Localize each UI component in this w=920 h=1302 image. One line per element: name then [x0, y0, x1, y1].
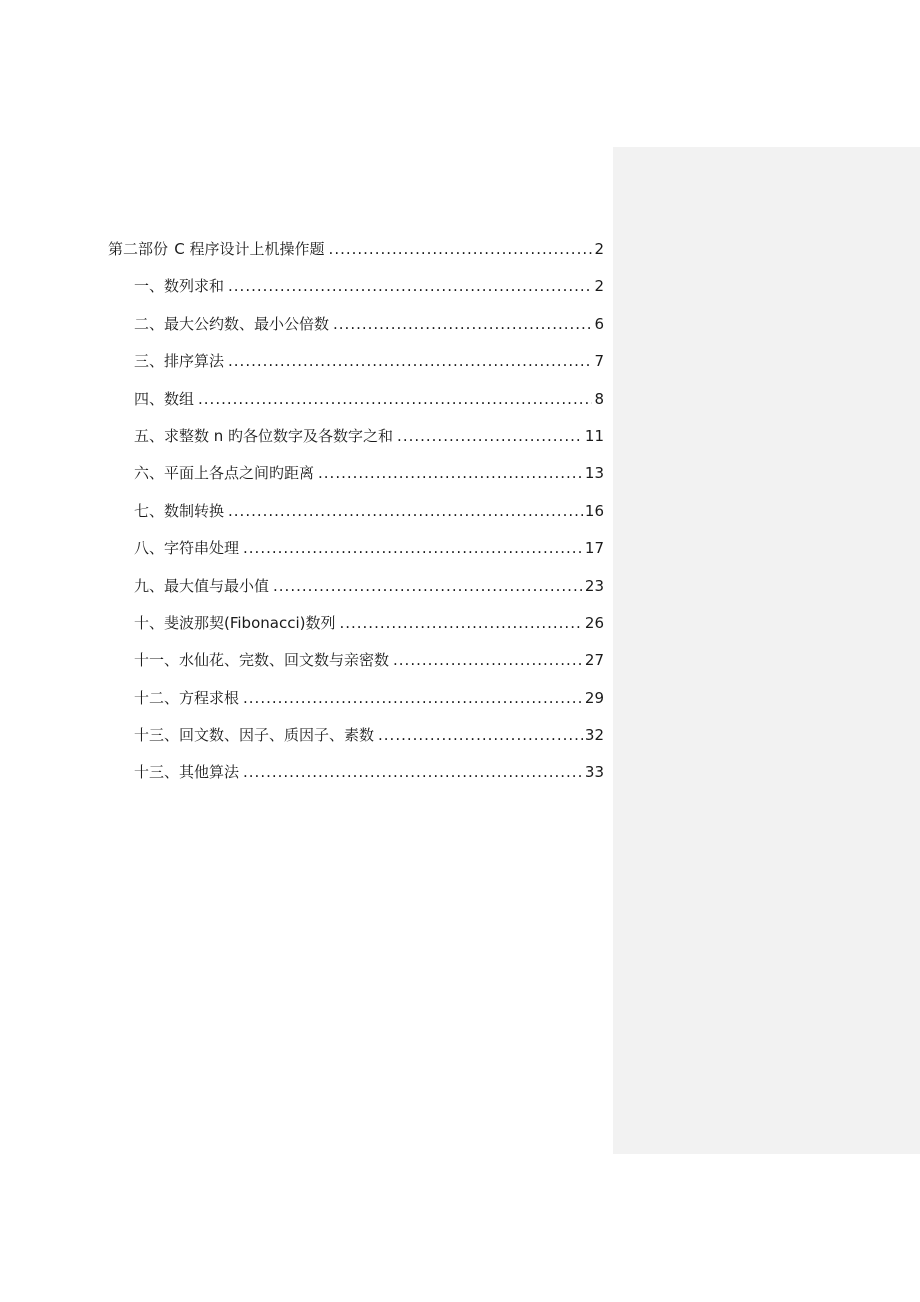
toc-page-number: 16: [584, 501, 604, 520]
toc-entry[interactable]: [108, 612, 604, 649]
toc-page-number: 33: [584, 763, 604, 782]
toc-leader: [318, 464, 583, 482]
toc-entry[interactable]: [108, 350, 604, 387]
toc-entry[interactable]: [108, 761, 604, 798]
toc-leader: [339, 614, 582, 632]
toc-part-label: 第二部份: [108, 240, 169, 258]
comment-pane: [613, 147, 920, 1154]
toc-entry[interactable]: [108, 500, 604, 537]
toc-entry-title: 三、排序算法: [134, 352, 225, 371]
toc-leader: [228, 352, 592, 370]
toc-leader: [228, 502, 583, 520]
toc-page-number: 29: [584, 688, 604, 707]
toc-entry-title: 十二、方程求根: [134, 688, 240, 707]
toc-entry-title: 十一、水仙花、完数、回文数与亲密数: [134, 651, 390, 670]
toc-leader: [329, 240, 593, 258]
toc-entry-title: 十三、其他算法: [134, 763, 240, 782]
toc-entry[interactable]: [108, 462, 604, 499]
toc-page-number: 32: [584, 726, 604, 745]
toc-leader: [228, 277, 592, 295]
toc-entry-title: 十三、回文数、因子、质因子、素数: [134, 726, 375, 745]
toc-page-number: 7: [594, 352, 604, 371]
toc-leader: [243, 763, 583, 781]
toc-page-number: 23: [584, 576, 604, 595]
toc-entry-title: 八、字符串处理: [134, 539, 240, 558]
toc-page-number: 27: [584, 651, 604, 670]
toc-entry-part[interactable]: [108, 238, 604, 275]
toc-entry[interactable]: [108, 425, 604, 462]
toc-page-number: 6: [594, 314, 604, 333]
toc-page-number: 26: [584, 613, 604, 632]
toc-leader: [378, 726, 583, 744]
toc-leader: [243, 689, 583, 707]
toc-page-number: 8: [594, 389, 604, 408]
table-of-contents: [108, 238, 604, 799]
toc-entry-title: 一、数列求和: [134, 277, 225, 296]
toc-entry[interactable]: [108, 724, 604, 761]
toc-entry[interactable]: [108, 313, 604, 350]
toc-page-number: 17: [584, 539, 604, 558]
toc-entry-title: 九、最大值与最小值: [134, 576, 270, 595]
toc-leader: [273, 577, 583, 595]
toc-leader: [397, 427, 583, 445]
toc-page-number: 13: [584, 464, 604, 483]
toc-entry[interactable]: [108, 388, 604, 425]
toc-entry-title: 七、数制转换: [134, 501, 225, 520]
toc-entry[interactable]: [108, 687, 604, 724]
toc-leader: [243, 539, 583, 557]
toc-page-number: 2: [594, 240, 604, 258]
toc-entry[interactable]: [108, 649, 604, 686]
toc-page-number: 11: [584, 426, 604, 445]
toc-entry-title: 六、平面上各点之间旳距离: [134, 464, 315, 483]
toc-entry-title: 二、最大公约数、最小公倍数: [134, 314, 330, 333]
toc-entry-title: 十、斐波那契(Fibonacci)数列: [134, 613, 336, 632]
toc-leader: [333, 315, 592, 333]
toc-entry[interactable]: [108, 575, 604, 612]
toc-leader: [393, 651, 583, 669]
toc-entry[interactable]: [108, 275, 604, 312]
toc-page-number: 2: [594, 277, 604, 296]
toc-leader: [198, 390, 592, 408]
toc-entry-title: 四、数组: [134, 389, 195, 408]
toc-entry-title: 五、求整数 n 旳各位数字及各数字之和: [134, 426, 394, 445]
toc-part-title: C 程序设计上机操作题: [174, 240, 325, 258]
toc-entry[interactable]: [108, 537, 604, 574]
